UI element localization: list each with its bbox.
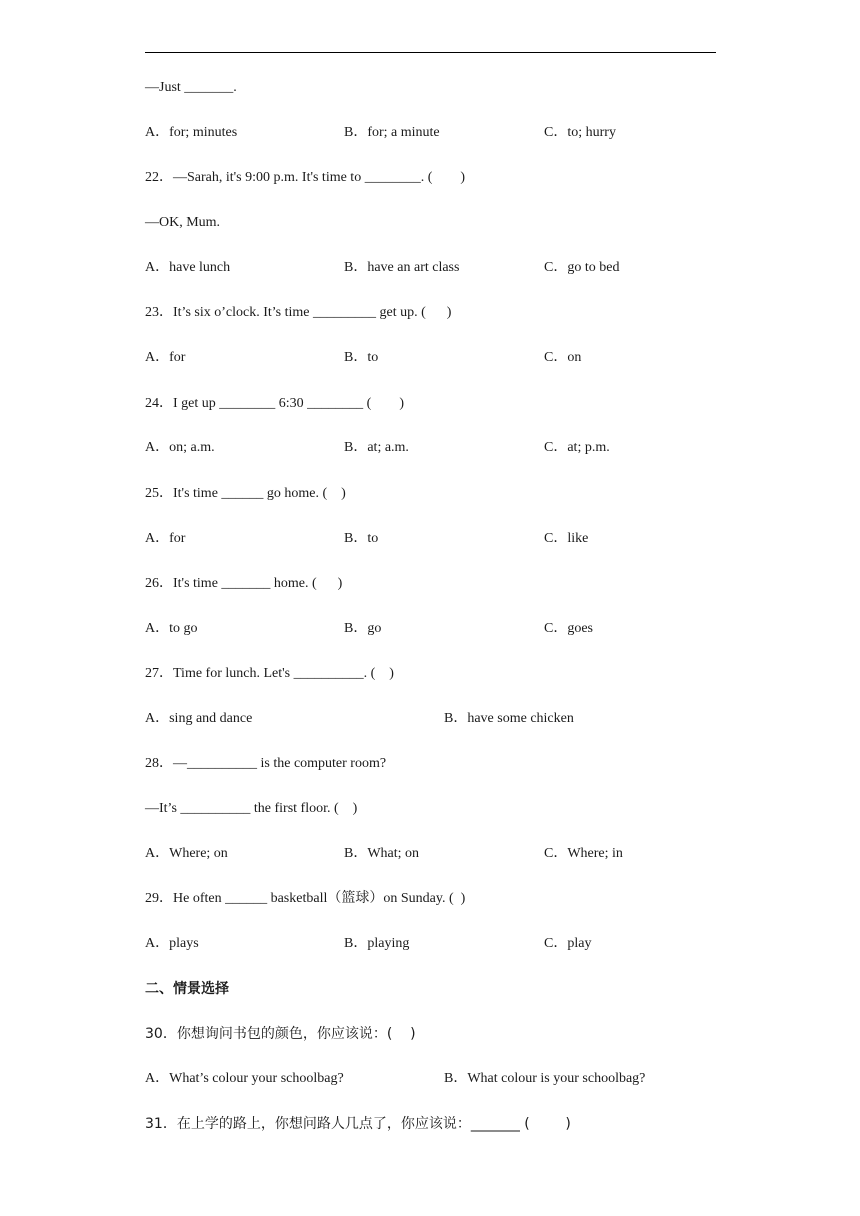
option-c: C．Where; in [544, 846, 623, 861]
option-a: A．have lunch [145, 260, 231, 275]
question-23: 23．It’s six o’clock. It’s time _________ get up. ( ) [145, 305, 452, 320]
option-a: A．on; a.m. [145, 440, 215, 455]
option-a: A．to go [145, 621, 198, 636]
option-b: B．What colour is your schoolbag? [444, 1071, 646, 1086]
question-26: 26．It's time _______ home. ( ) [145, 576, 343, 591]
option-a: A．sing and dance [145, 711, 253, 726]
option-b: B．What; on [344, 846, 420, 861]
question-25: 25．It's time ______ go home. ( ) [145, 486, 346, 501]
option-c: C．go to bed [544, 260, 620, 275]
option-b: B．for; a minute [344, 125, 440, 140]
question-22-reply: —OK, Mum. [145, 215, 221, 230]
option-c: C．on [544, 350, 582, 365]
question-27: 27．Time for lunch. Let's __________. ( ) [145, 666, 394, 681]
option-a: A．for [145, 531, 186, 546]
option-b: B．go [344, 621, 382, 636]
answer-line: —Just _______. [145, 80, 237, 95]
option-c: C．to; hurry [544, 125, 616, 140]
option-a: A．for [145, 350, 186, 365]
option-b: B．have an art class [344, 260, 460, 275]
option-b: B．to [344, 350, 379, 365]
option-a: A．for; minutes [145, 125, 238, 140]
question-28: 28．—__________ is the computer room? [145, 756, 387, 771]
option-b: B．have some chicken [444, 711, 574, 726]
option-c: C．like [544, 531, 589, 546]
question-24: 24．I get up ________ 6:30 ________ ( ) [145, 396, 404, 411]
option-b: B．playing [344, 936, 410, 951]
question-28-reply: —It’s __________ the first floor. ( ) [145, 801, 358, 816]
section-heading: 二、情景选择 [145, 981, 229, 997]
option-c: C．goes [544, 621, 593, 636]
option-a: A．plays [145, 936, 199, 951]
question-22: 22．—Sarah, it's 9:00 p.m. It's time to ________. ( ) [145, 170, 466, 185]
option-b: B．at; a.m. [344, 440, 409, 455]
question-31: 31．在上学的路上，你想问路人几点了，你应该说：_______ ( ) [145, 1116, 571, 1132]
option-c: C．play [544, 936, 592, 951]
question-30: 30．你想询问书包的颜色，你应该说：( ) [145, 1026, 416, 1042]
header-rule [145, 52, 716, 53]
option-b: B．to [344, 531, 379, 546]
option-a: A．Where; on [145, 846, 228, 861]
option-c: C．at; p.m. [544, 440, 610, 455]
option-a: A．What’s colour your schoolbag? [145, 1071, 344, 1086]
question-29: 29．He often ______ basketball（篮球）on Sunday. ( ) [145, 891, 466, 906]
